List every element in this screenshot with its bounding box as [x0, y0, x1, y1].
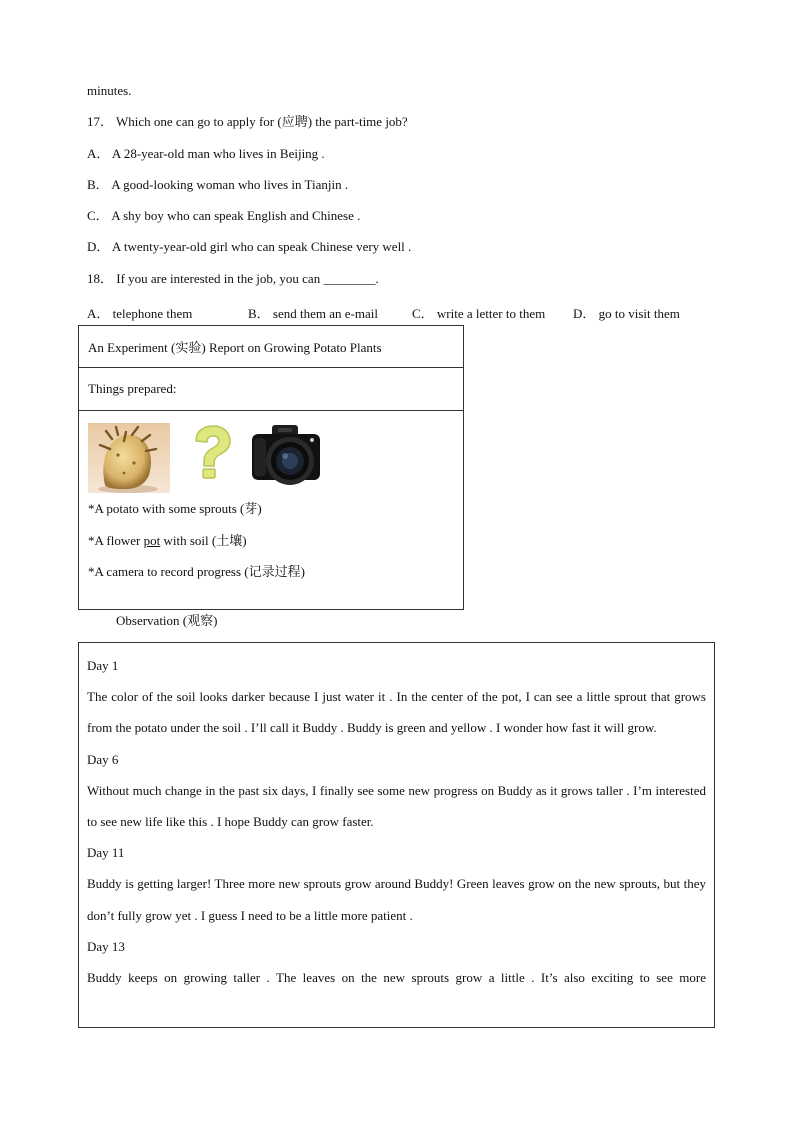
q17-option-a: A． A 28-year-old man who lives in Beijing .: [87, 146, 325, 161]
q18-option-d: D． go to visit them: [573, 306, 680, 321]
day-label: Day 11: [87, 845, 125, 861]
experiment-title: An Experiment (实验) Report on Growing Potato Plants: [79, 326, 464, 368]
day-label: Day 6: [87, 751, 119, 767]
day-entry-text: Without much change in the past six days, I finally see some new progress on Buddy as it grows taller . I’m interested to see new life like this . I hope Buddy can grow faster.: [87, 782, 706, 830]
question-mark-icon: [184, 423, 240, 479]
day-entry-text: Buddy keeps on growing taller . The leaves on the new sprouts grow a little . It’s also exciting to see more: [87, 970, 706, 986]
prepared-item-camera: *A camera to record progress (记录过程): [88, 564, 305, 579]
q17-option-d: D． A twenty-year-old girl who can speak Chinese very well .: [87, 239, 412, 254]
underlined-word: pot: [143, 532, 161, 548]
prepared-images: [88, 423, 454, 493]
day-label: Day 1: [87, 658, 119, 673]
day-entry-text: The color of the soil looks darker because I just water it . In the center of the pot, I can see a little sprout that grows from the potato under the soil . I’ll call it Buddy . Buddy is green and yellow . I wonder how fast it will grow.: [87, 689, 706, 736]
q18-option-b: B． send them an e-mail: [248, 306, 378, 321]
q17-option-c: C． A shy boy who can speak English and Chinese .: [87, 208, 361, 223]
prepared-items-cell: [79, 411, 464, 610]
potato-image: [88, 423, 170, 493]
observation-box: [78, 642, 715, 1028]
question-17-stem: 17． Which one can go to apply for (应聘) the part-time job?: [87, 114, 408, 129]
day-label: Day 13: [87, 938, 125, 954]
question-18-stem: 18． If you are interested in the job, you can ________.: [87, 271, 379, 286]
experiment-report-table: [78, 325, 464, 610]
day-entry-text: Buddy is getting larger! Three more new sprouts grow around Buddy! Green leaves grow on the new sprouts, but they don’t fully grow yet . I guess I need to be a little more patient .: [87, 876, 706, 923]
observation-title: Observation (观察): [116, 613, 218, 628]
continued-text: minutes.: [87, 83, 132, 98]
prepared-item-potato: *A potato with some sprouts (芽): [88, 501, 262, 516]
q18-options: [87, 303, 727, 319]
prepared-item-pot: *A flower pot with soil (土壤): [88, 532, 247, 548]
things-prepared-label: Things prepared:: [79, 368, 464, 411]
q17-option-b: B． A good-looking woman who lives in Tianjin .: [87, 177, 349, 192]
camera-image: [250, 423, 322, 489]
q18-option-c: C． write a letter to them: [412, 306, 546, 321]
q18-option-a: A． telephone them: [87, 306, 193, 321]
